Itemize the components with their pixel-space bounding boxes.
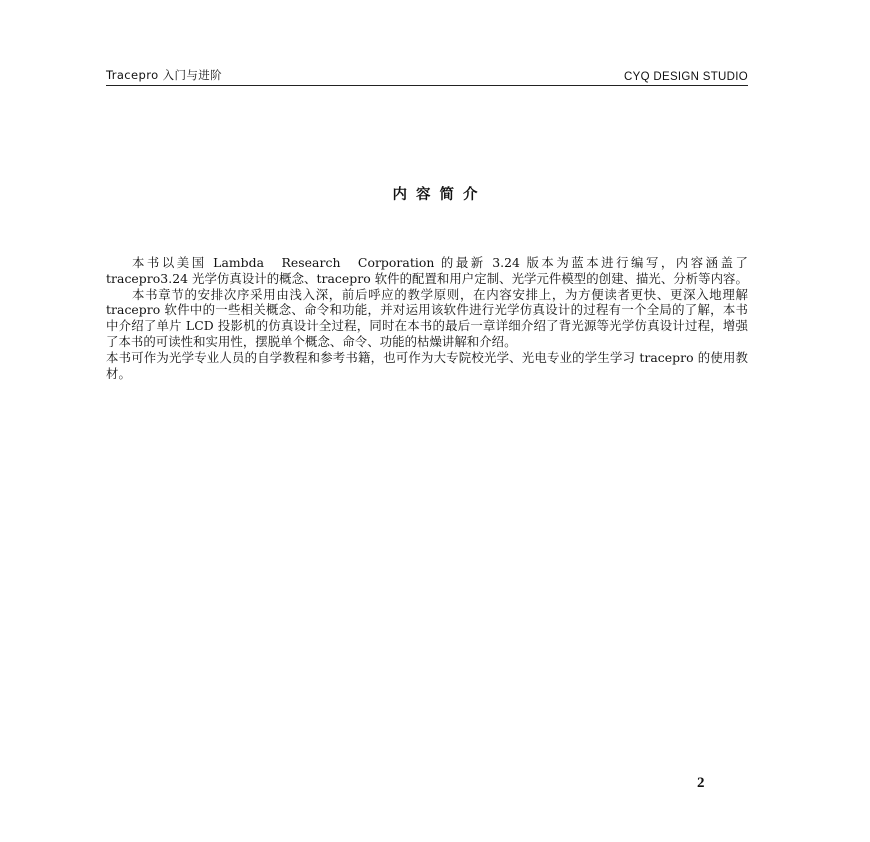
page-header: [106, 66, 748, 86]
paragraph-audience: 本书可作为光学专业人员的自学教程和参考书籍，也可作为大专院校光学、光电专业的学生学习 tracepro 的使用教材。: [106, 349, 748, 381]
section-title: 内容简介: [392, 187, 487, 203]
header-studio-name: CYQ DESIGN STUDIO: [624, 71, 748, 83]
body-text: [106, 255, 748, 381]
paragraph-intro: 本书以美国 Lambda Research Corporation 的最新 3.24 版本为蓝本进行编写，内容涵盖了 tracepro3.24 光学仿真设计的概念、tracepro 软件的配置和用户定制、光学元件模型的创建、描光、分析等内容。: [106, 255, 748, 286]
header-book-title: Tracepro 入门与进阶: [106, 68, 223, 82]
paragraph-structure: 本书章节的安排次序采用由浅入深，前后呼应的教学原则，在内容安排上，为方便读者更快、更深入地理解 tracepro 软件中的一些相关概念、命令和功能，并对运用该软件进行光学仿真设计的过程有一个全局的了解，本书中介绍了单片 LCD 投影机的仿真设计全过程，同时在本书的最后一章详细介绍了背光源等光学仿真设计过程，增强了本书的可读性和实用性，摆脱单个概念、命令、功能的枯燥讲解和介绍。: [106, 286, 748, 349]
page-number: 2: [697, 775, 705, 791]
